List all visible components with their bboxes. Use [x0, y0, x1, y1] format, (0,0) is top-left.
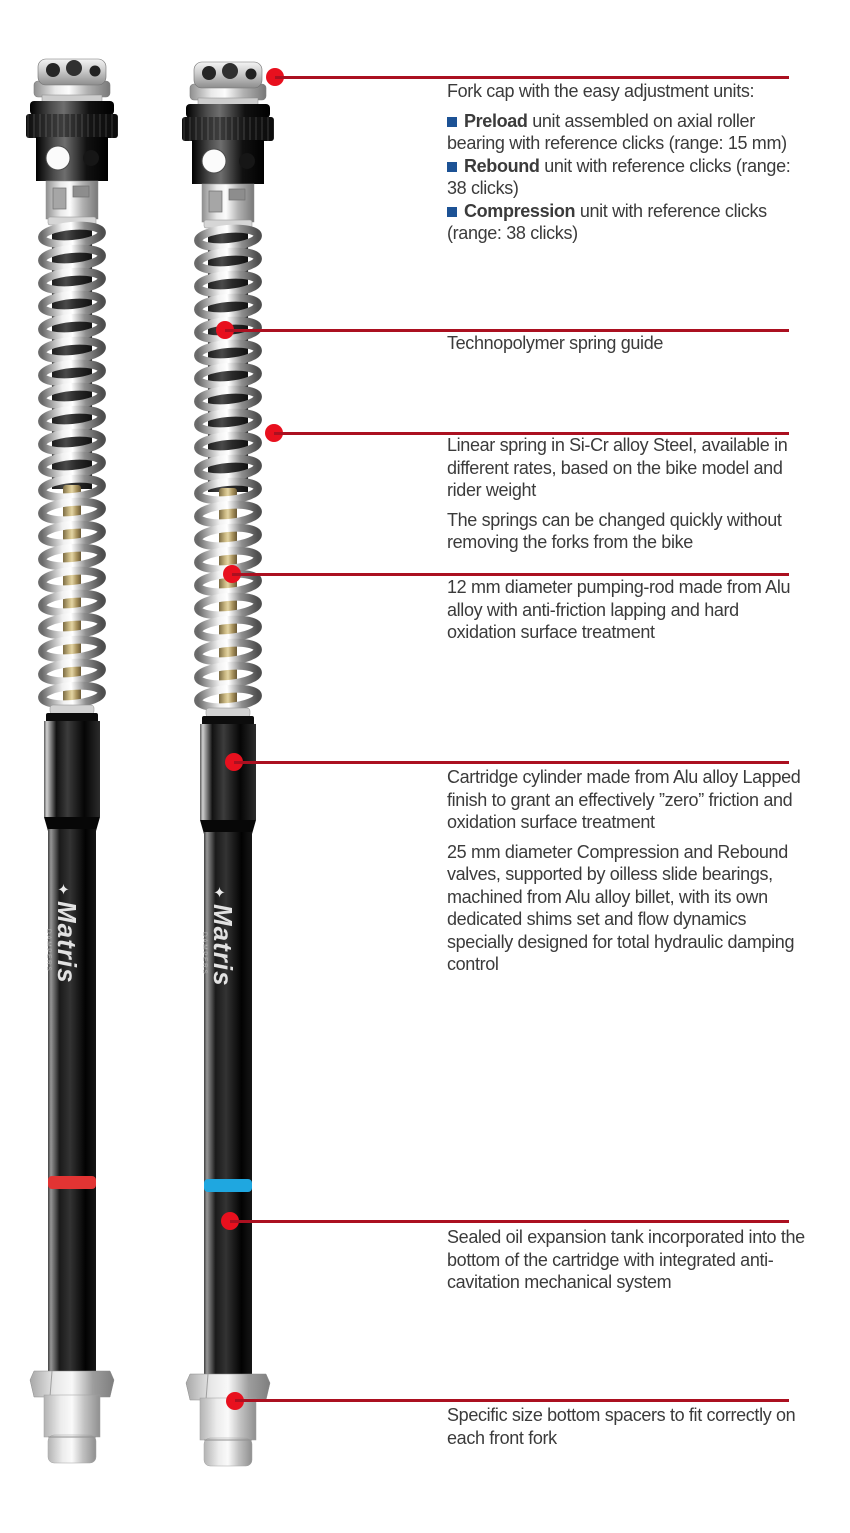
bullet-square-icon: [447, 162, 457, 172]
logo-mark-icon: ✦: [210, 886, 227, 899]
fork-preload-tube: [202, 184, 254, 228]
fork-spring: [197, 226, 258, 717]
callout-oil-tank: Sealed oil expansion tank incorporated into the bottom of the cartridge with integrated anti-cavitation mechanical system: [447, 1227, 805, 1292]
fork-preload-tube: [46, 181, 98, 225]
callout-spring-guide: Technopolymer spring guide: [447, 333, 664, 353]
callout-line-spacers: [235, 1399, 789, 1402]
callout-linear-spring: Linear spring in Si-Cr alloy Steel, available in different rates, based on the bike model and rider weight The springs can be changed quickly without removing the forks from the bike: [447, 435, 788, 552]
callout-line-fork-cap: [275, 76, 789, 79]
logo-sub-text: DAMPERS: [201, 932, 208, 976]
fork-cartridge-cylinder: [44, 713, 100, 1373]
fork-spring: [41, 223, 102, 714]
bullet-square-icon: [447, 117, 457, 127]
oil-level-band: [204, 1179, 252, 1192]
callout-line-oil-tank: [230, 1220, 789, 1223]
oil-level-band: [48, 1176, 96, 1189]
callout-spacers: Specific size bottom spacers to fit correctly on each front fork: [447, 1405, 796, 1448]
logo-text: Matris: [208, 904, 238, 987]
list-item-compression: Compression unit with reference clicks (range: 38 clicks): [447, 200, 767, 243]
fork-bottom-spacers: [30, 1371, 114, 1463]
bullet-square-icon: [447, 207, 457, 217]
fork-cartridge-left: [12, 55, 132, 1465]
callout-line-cartridge: [234, 761, 789, 764]
callout-title: Fork cap with the easy adjustment units:: [447, 81, 755, 101]
logo-sub-text: DAMPERS: [45, 929, 52, 973]
fork-cap-assembly: [182, 62, 274, 184]
callout-cartridge: Cartridge cylinder made from Alu alloy Lapped finish to grant an effectively ”zero” friction and oxidation surface treatment 25 mm diameter Compression and Rebound valves, supported by oilless slide bearings, machined from Alu alloy billet, with its own dedicated shims set and flow dynamics specially designed for total hydraulic damping control: [447, 767, 801, 974]
list-item-preload: Preload unit assembled on axial roller bearing with reference clicks (range: 15 mm): [447, 110, 787, 153]
fork-cartridge-cylinder: [200, 716, 256, 1376]
fork-bottom-spacers: [186, 1374, 270, 1466]
callout-fork-cap: [447, 80, 805, 245]
list-item-rebound: Rebound unit with reference clicks (range: 38 clicks): [447, 155, 791, 198]
logo-mark-icon: ✦: [54, 883, 71, 896]
logo-text: Matris: [52, 901, 82, 984]
callout-pumping-rod: 12 mm diameter pumping-rod made from Alu alloy with anti-friction lapping and hard oxidation surface treatment: [447, 577, 791, 642]
fork-cap-assembly: [26, 59, 118, 181]
